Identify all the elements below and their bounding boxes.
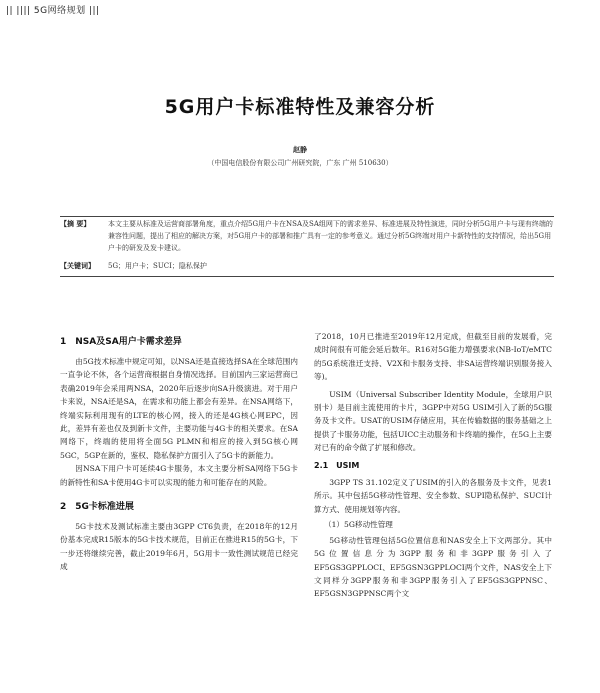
abstract-bottom-rule	[60, 276, 554, 277]
paper-title: 5G用户卡标准特性及兼容分析	[164, 96, 436, 118]
right-column	[314, 330, 552, 601]
abstract-row	[60, 218, 554, 254]
section-2-heading: 2 5G卡标准进展	[60, 502, 134, 513]
usim-intro-paragraph: USIM（Universal Subscriber Identity Module，全球用户识别卡）是目前主流使用的卡片，3GPP中对5G USIM引入了新的5G服务及卡文件。USAT的USIM存储应用，其在传输数据的服务基础之上提供了卡服务功能，包括UICC主动服务和卡终端的操作，在5G上主要对已有的命令做了扩展和修改。	[314, 389, 552, 453]
affiliation: （中国电信股份有限公司广州研究院，广东 广州 510630）	[207, 159, 393, 167]
section-1-paragraph: 由5G技术标准中规定可知，以NSA还是直接选择SA在全球范围内一直争论不休，各个运营商根据自身情况选择。目前国内三家运营商已表确2019年会采用两NSA，2020年后逐步向SA升级演进。对于用户卡来说，NSA还是SA，在需求和功能上都会有差异。在NSA网络下，终端实际利用现有的LTE的核心网，接入的还是4G核心网EPC，因此，差异有差也仅及到新卡文件，主要功能与4G卡的相关要求。在SA网络下，终端的使用将全面5G PLMN和相应的接入到5G核心网5GC，5GP在新的，鉴权、隐私保护方面引入了5G卡的新能力。	[60, 357, 298, 460]
keywords-text: 5G；用户卡；SUCI；隐私保护	[108, 262, 207, 270]
subsection-paragraph: 5G移动性管理包括5G位置信息和NAS安全上下文两部分。其中5G位置信息分为3GPP服务和非3GPP服务引入了EF5GS3GPPLOCI、EF5GSN3GPPLOCI两个文件，NAS安全上下文同样分3GPP服务和非3GPP服务引入了EF5GS3GPPNSC、EF5GSN3GPPNSC两个文	[314, 535, 552, 599]
section-2-1-paragraph: 3GPP TS 31.102定义了USIM的引入的各服务及卡文件，见表1所示。其中包括5G移动性管理、安全参数、SUPI隐私保护、SUCI计算方式、使用规划等内容。	[314, 478, 552, 514]
abstract-label: 【摘 要】	[60, 219, 91, 228]
section-2-1-heading: 2.1 USIM	[314, 460, 360, 470]
keywords-label: 【关键词】	[60, 261, 95, 270]
section-2-paragraph: 5G卡技术及测试标准主要由3GPP CT6负责，在2018年的12月份基本完成R15版本的5G卡技术规范，目前正在推进R15的5G卡，下一步还将继续完善，截止2019年6月，5G用卡一致性测试规范已经完成	[60, 522, 298, 572]
subsection-heading: （1）5G移动性管理	[324, 520, 393, 530]
section-1-paragraph: 因NSA下用户卡可延续4G卡服务，本文主要分析SA网络下5G卡的新特性和SA卡使用4G卡可以实现的能力和可能存在的风险。	[60, 464, 298, 487]
abstract-block	[60, 218, 554, 272]
author: 赵静	[293, 145, 307, 154]
abstract-text: 本文主要从标准及运营商部署角度，重点介绍5G用户卡在NSA及SA组网下的需求差异、标准进展及特性演进，同时分析5G用户卡与现有终端的兼容性问题，提出了相应的解决方案，对5G用户卡的部署和推广具有一定的参考意义。通过分析5G终端对用户卡新特性的支持情况，给出5G用户卡的研发及发卡建议。	[108, 220, 553, 252]
continued-paragraph: 了2018，10月已推进至2019年12月定成，但截至目前的发展看，完成时间很有可能会延后数年。R16对5G能力增强要求(NB-IoT/eMTC的5G系统准迁支持、V2X和卡服务支持、非SA运营终端识别服务接入等)。	[314, 332, 552, 382]
left-column	[60, 330, 298, 574]
abstract-top-rule	[60, 216, 554, 217]
journal-header-tag: || |||| 5G网络规划 |||	[6, 6, 100, 16]
section-1-heading: 1 NSA及SA用户卡需求差异	[60, 337, 182, 347]
keywords-row	[60, 260, 554, 272]
